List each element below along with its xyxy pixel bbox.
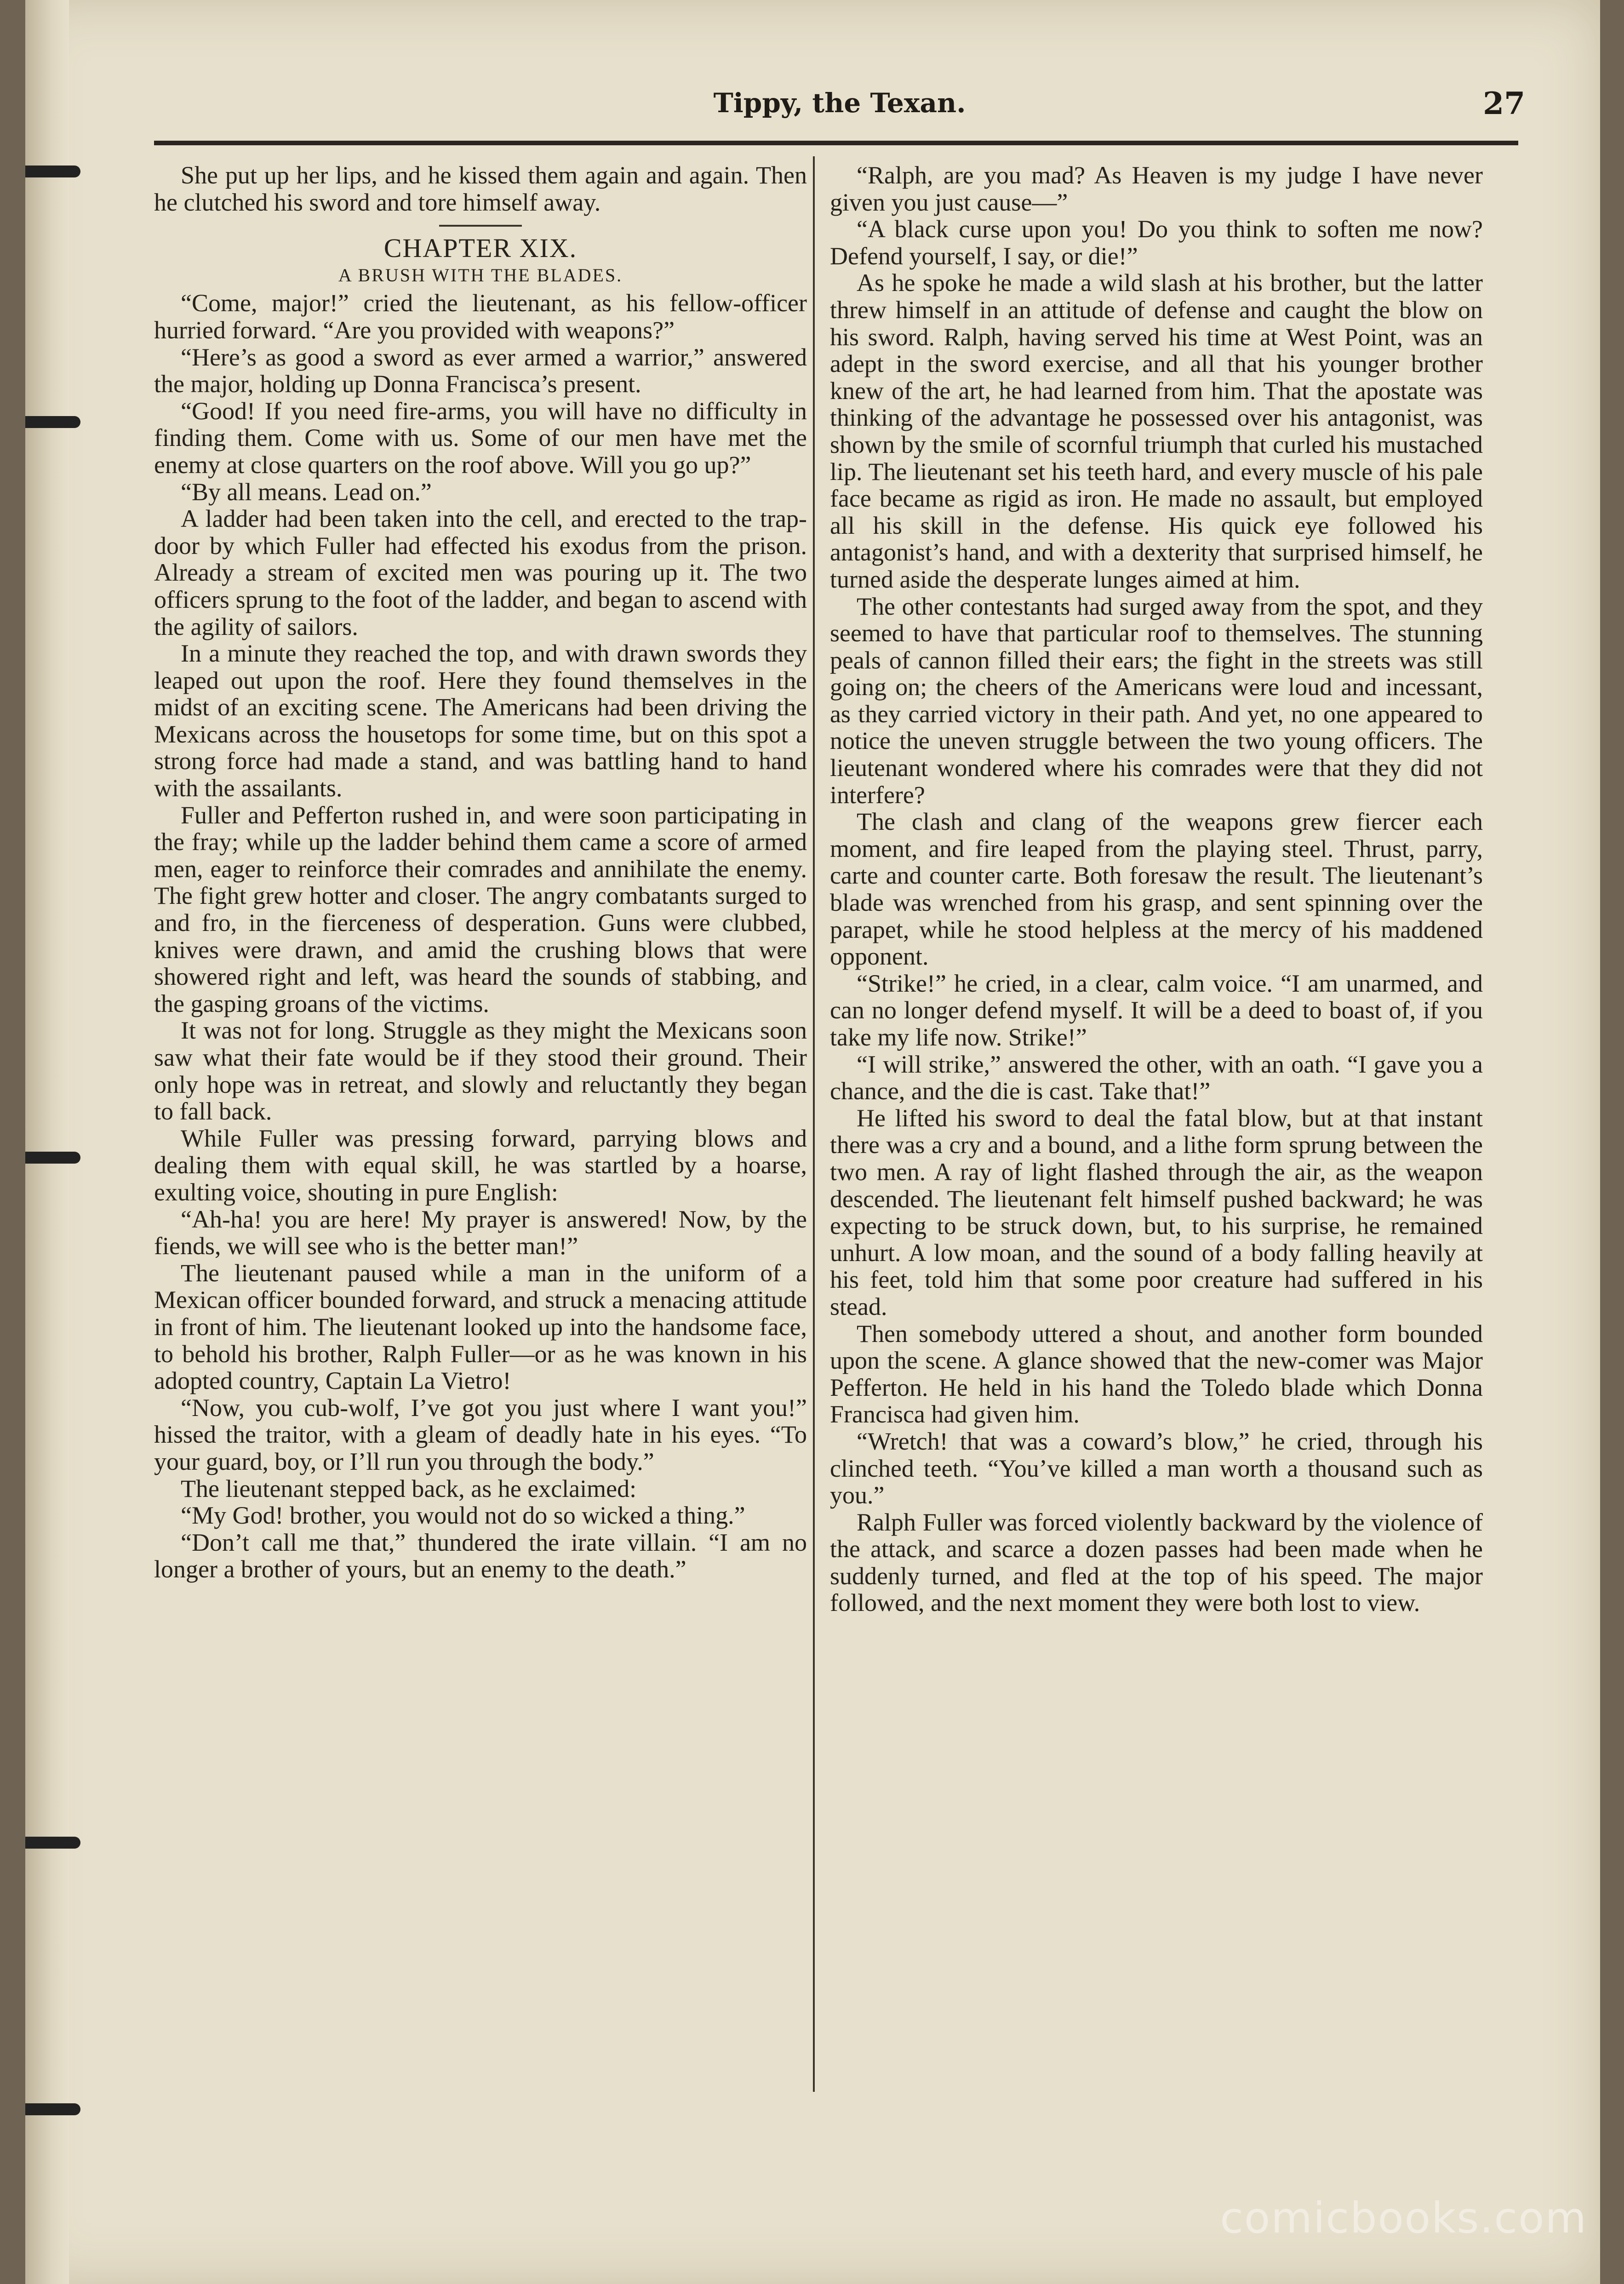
binding-stitch <box>25 166 80 177</box>
column-divider <box>813 156 815 2092</box>
paragraph: “Now, you cub-wolf, I’ve got you just where I want you!” hissed the traitor, with a gleam of deadly hate in his eyes. “To your guard, boy, or I’ll run you through the body.” <box>154 1393 807 1475</box>
right-column <box>830 162 1483 2118</box>
paragraph: “Come, major!” cried the lieutenant, as his fellow-officer hurried forward. “Are you provided with weapons?” <box>154 289 807 344</box>
chapter-rule <box>439 225 522 227</box>
left-column <box>154 162 807 2118</box>
page-number: 27 <box>1483 86 1525 121</box>
paragraph: Fuller and Pefferton rushed in, and were soon participating in the fray; while up the ladder behind them came a score of armed men, eager to reinforce their comrades and annihilate the enemy. The fight grew hotter and closer. The angry combatants surged to and fro, in the fierceness of desperation. Guns were clubbed, knives were drawn, and amid the crushing blows that were showered right and left, was heard the sounds of stabbing, and the gasping groans of the victims. <box>154 801 807 1017</box>
binding-gutter <box>25 0 69 2284</box>
paragraph: “Ralph, are you mad? As Heaven is my judge I have never given you just cause—” <box>830 162 1483 216</box>
binding-stitch <box>25 2103 80 2115</box>
paragraph: “I will strike,” answered the other, with an oath. “I gave you a chance, and the die is cast. Take that!” <box>830 1050 1483 1105</box>
paragraph: The clash and clang of the weapons grew fiercer each moment, and fire leaped from the playing steel. Thrust, parry, carte and counter carte. Both foresaw the result. The lieutenant’s blade was wrenched from his grasp, and sent spinning over the parapet, while he stood helpless at the mercy of his maddened opponent. <box>830 808 1483 971</box>
paragraph: The other contestants had surged away from the spot, and they seemed to have that particular roof to themselves. The stunning peals of cannon filled their ears; the fight in the streets was still going on; the cheers of the Americans were loud and incessant, as they carried victory in their path. And yet, no one appeared to notice the uneven struggle between the two young officers. The lieutenant wondered where his comrades were that they did not interfere? <box>830 592 1483 809</box>
paragraph: Then somebody uttered a shout, and another form bounded upon the scene. A glance showed that the new-comer was Major Pefferton. He held in his hand the Toledo blade which Donna Francisca had given him. <box>830 1319 1483 1428</box>
paragraph: The lieutenant stepped back, as he exclaimed: <box>181 1474 637 1502</box>
paragraph: In a minute they reached the top, and with drawn swords they leaped out upon the roof. Here they found themselves in the midst of an exciting scene. The Americans had been driving the Mexicans across the housetops for some time, but on this spot a strong force had made a stand, and was battling hand to hand with the assailants. <box>154 640 807 802</box>
paragraph: It was not for long. Struggle as they might the Mexicans soon saw what their fate would be if they stood their ground. Their only hope was in retreat, and slowly and reluctantly they began to fall back. <box>154 1016 807 1125</box>
chapter-number: CHAPTER XIX. <box>383 233 578 263</box>
header-rule <box>154 141 1518 145</box>
paragraph: “A black curse upon you! Do you think to soften me now? Defend yourself, I say, or die!” <box>830 215 1483 270</box>
paragraph: The lieutenant paused while a man in the uniform of a Mexican officer bounded forward, and struck a menacing attitude in front of him. The lieutenant looked up into the handsome face, to behold his brother, Ralph Fuller—or as he was known in his adopted country, Captain La Vietro! <box>154 1259 807 1395</box>
paragraph: Ralph Fuller was forced violently backward by the violence of the attack, and scarce a dozen passes had been made when he suddenly turned, and fled at the top of his speed. The major followed, and the next moment they were both lost to view. <box>830 1508 1483 1617</box>
paragraph: A ladder had been taken into the cell, and erected to the trap-door by which Fuller had effected his exodus from the prison. Already a stream of excited men was pouring up it. The two officers sprung to the foot of the ladder, and began to ascend with the agility of sailors. <box>154 505 807 640</box>
chapter-title: A BRUSH WITH THE BLADES. <box>338 264 623 286</box>
paragraph: “Don’t call me that,” thundered the irate villain. “I am no longer a brother of yours, but an enemy to the death.” <box>154 1528 807 1583</box>
paragraph: “Good! If you need fire-arms, you will have no difficulty in finding them. Come with us. Some of our men have met the enemy at close quarters on the roof above. Will you go up?” <box>154 397 807 479</box>
paragraph: He lifted his sword to deal the fatal blow, but at that instant there was a cry and a bound, and a lithe form sprung between the two men. A ray of light flashed through the air, as the weapon descended. The lieutenant felt himself pushed backward; he was expecting to be struck down, but, to his surprise, he remained unhurt. A low moan, and the sound of a body falling heavily at his feet, told him that some poor creature had suffered in his stead. <box>830 1104 1483 1320</box>
paragraph: While Fuller was pressing forward, parrying blows and dealing them with equal skill, he was startled by a hoarse, exulting voice, shouting in pure English: <box>154 1124 807 1206</box>
paragraph: “Strike!” he cried, in a clear, calm voice. “I am unarmed, and can no longer defend myself. It will be a deed to boast of, if you take my life now. Strike!” <box>830 969 1483 1051</box>
binding-stitch <box>25 416 80 428</box>
paragraph: As he spoke he made a wild slash at his brother, but the latter threw himself in an attitude of defense and caught the blow on his sword. Ralph, having served his time at West Point, was an adept in the sword exercise, and all that his younger brother knew of the art, he had learned from him. That the apostate was thinking of the advantage he possessed over his antagonist, was shown by the smile of scornful triumph that curled his mustached lip. The lieutenant set his teeth hard, and every muscle of his pale face became as rigid as iron. He made no assault, but employed all his skill in the defense. His quick eye followed his antagonist’s hand, and with a dexterity that surprised himself, he turned aside the desperate lunges aimed at him. <box>830 269 1483 593</box>
paragraph: “Wretch! that was a coward’s blow,” he cried, through his clinched teeth. “You’ve killed a man worth a thousand such as you.” <box>830 1427 1483 1509</box>
paragraph: “By all means. Lead on.” <box>181 478 432 506</box>
paragraph: “My God! brother, you would not do so wicked a thing.” <box>181 1502 745 1530</box>
paragraph: “Here’s as good a sword as ever armed a warrior,” answered the major, holding up Donna Francisca’s present. <box>154 343 807 398</box>
binding-stitch <box>25 1837 80 1849</box>
source-watermark: comicbooks.com <box>1220 2193 1587 2243</box>
paragraph: She put up her lips, and he kissed them again and again. Then he clutched his sword and tore himself away. <box>154 162 807 216</box>
paragraph: “Ah-ha! you are here! My prayer is answered! Now, by the fiends, we will see who is the better man!” <box>154 1205 807 1260</box>
page-header <box>154 83 1525 138</box>
binding-stitch <box>25 1152 80 1164</box>
running-title: Tippy, the Texan. <box>713 87 966 119</box>
